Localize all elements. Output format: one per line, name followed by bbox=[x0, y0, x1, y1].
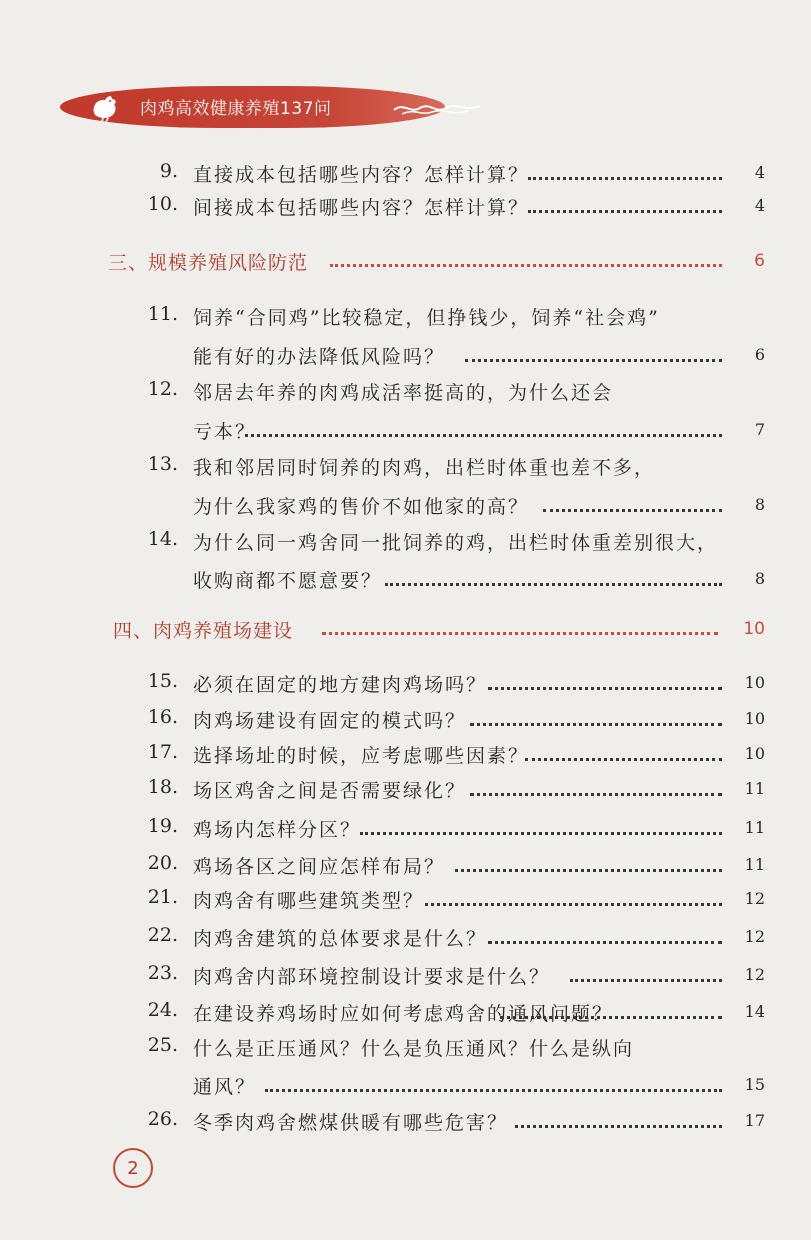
toc-entry[interactable] bbox=[0, 962, 811, 992]
toc-entry[interactable] bbox=[0, 453, 811, 518]
toc-entry[interactable] bbox=[0, 999, 811, 1029]
entry-page: 4 bbox=[754, 196, 765, 215]
wave-icon bbox=[392, 96, 482, 118]
section-title: 四、肉鸡养殖场建设 bbox=[113, 620, 294, 642]
entry-page: 15 bbox=[744, 1075, 765, 1094]
toc-entry[interactable] bbox=[0, 852, 811, 882]
section-page: 10 bbox=[743, 619, 765, 639]
entry-number: 21. bbox=[147, 886, 178, 908]
entry-page: 17 bbox=[744, 1111, 765, 1130]
entry-text: 邻居去年养的肉鸡成活率挺高的，为什么还会 bbox=[193, 382, 614, 404]
entry-text: 间接成本包括哪些内容？怎样计算？ bbox=[193, 197, 530, 219]
leader-dots bbox=[528, 208, 722, 213]
entry-number: 14. bbox=[147, 528, 178, 550]
leader-dots bbox=[470, 791, 722, 796]
hen-icon bbox=[88, 91, 122, 123]
entry-text: 饲养“合同鸡”比较稳定，但挣钱少，饲养“社会鸡” bbox=[193, 307, 660, 329]
entry-number: 23. bbox=[147, 962, 178, 984]
section-page: 6 bbox=[754, 251, 765, 271]
leader-dots bbox=[525, 756, 722, 761]
leader-dots bbox=[488, 939, 722, 944]
entry-number: 24. bbox=[147, 999, 178, 1021]
toc-entry[interactable] bbox=[0, 160, 811, 190]
entry-page: 10 bbox=[744, 744, 765, 763]
entry-text: 肉鸡舍建筑的总体要求是什么？ bbox=[193, 928, 488, 950]
entry-page: 8 bbox=[754, 495, 765, 514]
book-title: 肉鸡高效健康养殖137问 bbox=[140, 99, 332, 119]
entry-page: 11 bbox=[744, 818, 765, 837]
entry-page: 12 bbox=[744, 965, 765, 984]
toc-entry[interactable] bbox=[0, 815, 811, 845]
toc-entry[interactable] bbox=[0, 303, 811, 368]
entry-number: 15. bbox=[147, 670, 178, 692]
entry-page: 11 bbox=[744, 855, 765, 874]
entry-page: 12 bbox=[744, 889, 765, 908]
header-banner bbox=[60, 86, 445, 128]
entry-text: 冬季肉鸡舍燃煤供暖有哪些危害？ bbox=[193, 1112, 509, 1134]
entry-number: 19. bbox=[147, 815, 178, 837]
toc-entry[interactable] bbox=[0, 886, 811, 916]
entry-number: 20. bbox=[147, 852, 178, 874]
entry-text-continued: 亏本？ bbox=[193, 421, 257, 443]
leader-dots bbox=[515, 1123, 722, 1128]
entry-page: 7 bbox=[754, 420, 765, 439]
toc-entry[interactable] bbox=[0, 528, 811, 592]
entry-page: 4 bbox=[754, 163, 765, 182]
entry-text-continued: 收购商都不愿意要？ bbox=[193, 570, 383, 592]
leader-dots bbox=[543, 507, 722, 512]
toc-section[interactable] bbox=[0, 248, 811, 278]
entry-page: 8 bbox=[754, 569, 765, 588]
entry-number: 25. bbox=[147, 1034, 178, 1056]
entry-number: 9. bbox=[159, 160, 178, 182]
entry-number: 13. bbox=[147, 453, 178, 475]
leader-dots bbox=[322, 630, 718, 635]
entry-number: 26. bbox=[147, 1108, 178, 1130]
leader-dots bbox=[470, 721, 722, 726]
entry-text: 肉鸡舍内部环境控制设计要求是什么？ bbox=[193, 966, 551, 988]
entry-text: 我和邻居同时饲养的肉鸡，出栏时体重也差不多， bbox=[193, 457, 656, 479]
entry-number: 22. bbox=[147, 924, 178, 946]
entry-number: 17. bbox=[147, 741, 178, 763]
entry-number: 12. bbox=[147, 378, 178, 400]
entry-number: 18. bbox=[147, 776, 178, 798]
toc-entry[interactable] bbox=[0, 924, 811, 954]
toc-entry[interactable] bbox=[0, 1034, 811, 1098]
entry-page: 10 bbox=[744, 673, 765, 692]
toc-entry[interactable] bbox=[0, 741, 811, 771]
toc-entry[interactable] bbox=[0, 193, 811, 223]
leader-dots bbox=[488, 685, 722, 690]
entry-page: 12 bbox=[744, 927, 765, 946]
toc-entry[interactable] bbox=[0, 776, 811, 806]
leader-dots bbox=[425, 901, 722, 906]
entry-text: 必须在固定的地方建肉鸡场吗？ bbox=[193, 674, 488, 696]
page-number: 2 bbox=[113, 1148, 153, 1188]
toc-entry[interactable] bbox=[0, 706, 811, 736]
section-title: 三、规模养殖风险防范 bbox=[108, 252, 309, 274]
entry-number: 16. bbox=[147, 706, 178, 728]
entry-page: 11 bbox=[744, 779, 765, 798]
entry-text: 鸡场内怎样分区？ bbox=[193, 819, 362, 841]
leader-dots bbox=[265, 1087, 722, 1092]
leader-dots bbox=[528, 175, 722, 180]
leader-dots bbox=[330, 262, 722, 267]
entry-text: 直接成本包括哪些内容？怎样计算？ bbox=[193, 164, 530, 186]
entry-text-continued: 为什么我家鸡的售价不如他家的高？ bbox=[193, 496, 530, 518]
entry-text: 为什么同一鸡舍同一批饲养的鸡，出栏时体重差别很大， bbox=[193, 532, 719, 554]
entry-text-continued: 通风？ bbox=[193, 1076, 257, 1098]
entry-page: 6 bbox=[754, 345, 765, 364]
entry-text-continued: 能有好的办法降低风险吗？ bbox=[193, 346, 446, 368]
entry-number: 11. bbox=[147, 303, 178, 325]
toc-entry[interactable] bbox=[0, 670, 811, 700]
entry-page: 14 bbox=[744, 1002, 765, 1021]
toc-entry[interactable] bbox=[0, 1108, 811, 1138]
entry-text: 肉鸡舍有哪些建筑类型？ bbox=[193, 890, 425, 912]
entry-text: 什么是正压通风？什么是负压通风？什么是纵向 bbox=[193, 1038, 635, 1060]
entry-text: 选择场址的时候，应考虑哪些因素？ bbox=[193, 745, 530, 767]
entry-text: 肉鸡场建设有固定的模式吗？ bbox=[193, 710, 467, 732]
entry-number: 10. bbox=[147, 193, 178, 215]
leader-dots bbox=[385, 581, 722, 586]
leader-dots bbox=[500, 1014, 722, 1019]
leader-dots bbox=[465, 357, 722, 362]
entry-text: 在建设养鸡场时应如何考虑鸡舍的通风问题？ bbox=[193, 1003, 614, 1025]
leader-dots bbox=[570, 977, 722, 982]
entry-page: 10 bbox=[744, 709, 765, 728]
leader-dots bbox=[245, 432, 722, 437]
toc-section[interactable] bbox=[0, 616, 811, 646]
leader-dots bbox=[455, 867, 722, 872]
toc-entry[interactable] bbox=[0, 378, 811, 443]
entry-text: 场区鸡舍之间是否需要绿化？ bbox=[193, 780, 467, 802]
leader-dots bbox=[360, 830, 722, 835]
entry-text: 鸡场各区之间应怎样布局？ bbox=[193, 856, 446, 878]
